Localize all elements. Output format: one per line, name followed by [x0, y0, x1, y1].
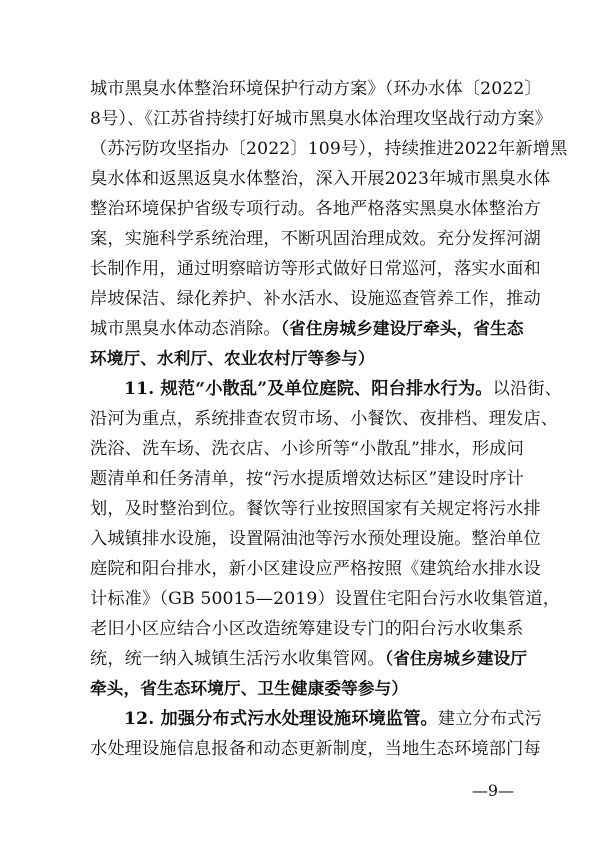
text-run: 洗浴、洗车场、洗衣店、小诊所等“小散乱”排水，形成问 — [90, 439, 524, 459]
text-line — [90, 584, 561, 614]
section-heading: 11. 规范“小散乱”及单位庭院、阳台排水行为。 — [124, 379, 493, 399]
text-line — [90, 704, 542, 734]
page-number: —9— — [471, 781, 514, 800]
text-run: 城市黑臭水体整治环境保护行动方案》（环办水体〔2022〕 — [90, 79, 542, 99]
text-line — [90, 254, 541, 284]
text-run: 水处理设施信息报备和动态更新制度，当地生态环境部门每 — [90, 739, 541, 759]
text-line — [90, 104, 553, 134]
text-run: （苏污防攻坚指办〔2022〕109号），持续推进2022年新增黑 — [90, 139, 568, 159]
responsible-department-note: （省住房城乡建设厅牵头，省生态 — [280, 319, 524, 338]
text-run: 老旧小区应结合小区改造统筹建设专门的阳台污水收集系 — [90, 619, 524, 639]
text-line — [90, 344, 520, 374]
text-line — [90, 554, 541, 584]
text-run: 岸坡保洁、绿化养护、补水活水、设施巡查管养工作，推动 — [90, 289, 541, 309]
text-run: 统，统一纳入城镇生活污水收集管网。 — [90, 649, 385, 669]
text-line — [90, 464, 524, 494]
text-run: 题清单和任务清单，按“污水提质增效达标区”建设时序计 — [90, 469, 524, 489]
text-run: 沿河为重点，系统排查农贸市场、小餐饮、夜排档、理发店、 — [90, 409, 559, 429]
text-line — [90, 644, 528, 674]
responsible-department-note: 环境厅、水利厅、农业农村厅等参与） — [90, 349, 375, 368]
text-line — [90, 314, 524, 344]
text-run: 建立分布式污 — [437, 709, 542, 729]
text-line — [90, 734, 541, 764]
text-run: 长制作用，通过明察暗访等形式做好日常巡河，落实水面和 — [90, 259, 541, 279]
text-line — [90, 194, 541, 224]
text-run: 计标准》（GB 50015—2019）设置住宅阳台污水收集管道， — [90, 589, 561, 609]
text-run: 整治环境保护省级专项行动。各地严格落实黑臭水体整治方 — [90, 199, 541, 219]
text-line — [90, 614, 524, 644]
text-run: 臭水体和返黑返臭水体整治，深入开展2023年城市黑臭水体 — [90, 169, 551, 189]
text-line — [90, 164, 551, 194]
text-line — [90, 404, 559, 434]
section-heading: 12. 加强分布式污水处理设施环境监管。 — [124, 709, 438, 729]
text-line — [90, 74, 542, 104]
text-run: 划，及时整治到位。餐饮等行业按照国家有关规定将污水排 — [90, 499, 541, 519]
text-line — [90, 434, 524, 464]
text-run: 城市黑臭水体动态消除。 — [90, 319, 281, 339]
text-line — [90, 284, 541, 314]
text-line — [90, 494, 541, 524]
text-line — [90, 224, 541, 254]
responsible-department-note: 牵头，省生态环境厅、卫生健康委等参与） — [90, 679, 409, 698]
responsible-department-note: （省住房城乡建设厅 — [384, 649, 528, 668]
text-run: 庭院和阳台排水，新小区建设应严格按照《建筑给水排水设 — [90, 559, 541, 579]
text-line — [90, 524, 541, 554]
text-run: 案，实施科学系统治理，不断巩固治理成效。充分发挥河湖 — [90, 229, 541, 249]
text-run: 入城镇排水设施，设置隔油池等污水预处理设施。整治单位 — [90, 529, 541, 549]
text-run: 8号）、《江苏省持续打好城市黑臭水体治理攻坚战行动方案》 — [90, 109, 553, 129]
body-text — [90, 74, 568, 764]
text-line — [90, 134, 568, 164]
text-run: 以沿街、 — [492, 379, 562, 399]
text-line — [90, 674, 520, 704]
text-line — [90, 374, 562, 404]
